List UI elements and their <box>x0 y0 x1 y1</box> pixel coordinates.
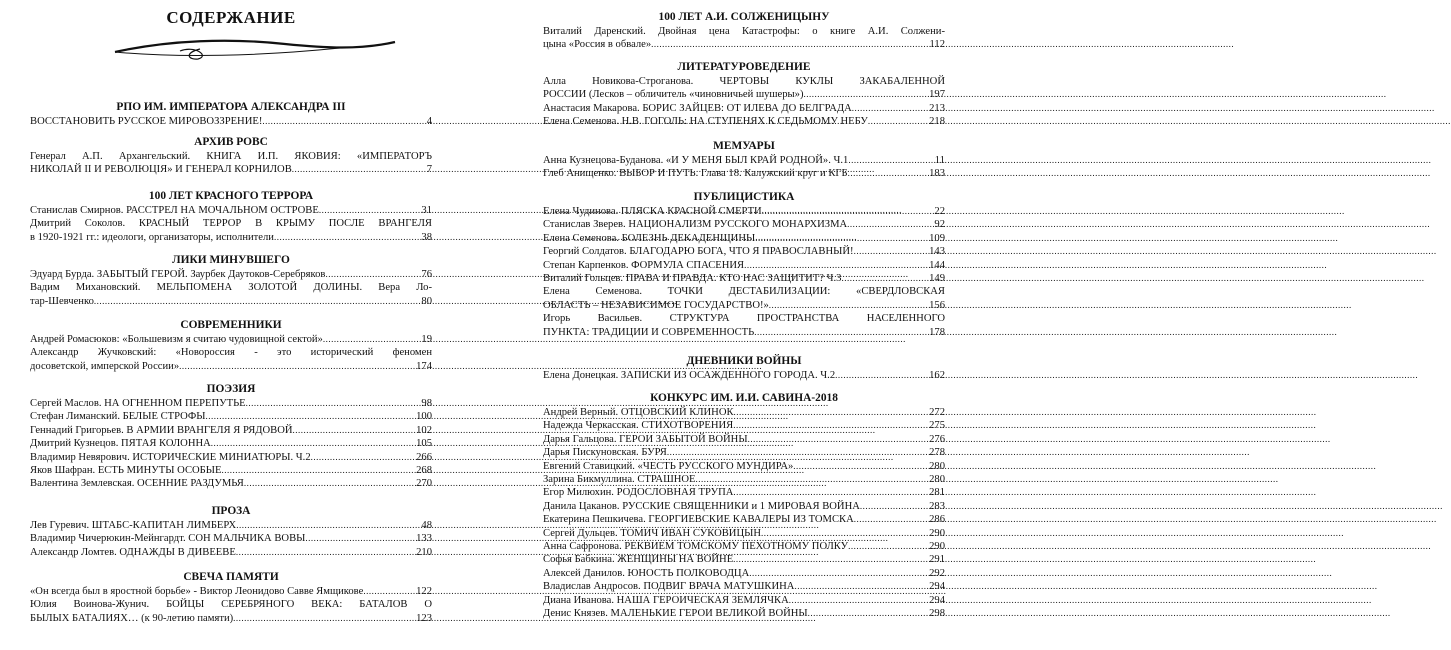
toc-entry[interactable] <box>543 580 945 593</box>
entry-text: Дмитрий Кузнецов. ПЯТАЯ КОЛОННА <box>30 438 211 450</box>
toc-entry[interactable] <box>543 25 945 52</box>
page-number: 266 <box>416 451 432 463</box>
toc-entry[interactable] <box>30 598 432 625</box>
section-title: ДНЕВНИКИ ВОЙНЫ <box>686 355 802 367</box>
dot-leader <box>848 540 928 553</box>
toc-entry[interactable] <box>543 369 945 382</box>
dot-leader <box>733 553 928 566</box>
toc-entry[interactable] <box>543 473 945 486</box>
entry-text: Владимир Чичерюкин-Мейнгардт. СОН МАЛЬЧИКА ВОВЫ <box>30 533 306 545</box>
entry-line2-row <box>543 326 945 339</box>
dot-leader <box>94 295 421 308</box>
toc-entry[interactable] <box>30 150 432 177</box>
entry-text: Эдуард Бурда. ЗАБЫТЫЙ ГЕРОЙ. Заурбек Даутоков-Серебряков <box>30 269 326 280</box>
entry-text: «Он всегда был в яростной борьбе» - Виктор Леонидово Савве Ямщикове <box>30 586 364 597</box>
page-number: 290 <box>929 527 945 539</box>
entry-text-line1: Алла Новикова-Строганова. ЧЕРТОВЫ КУКЛЫ ЗАКАБАЛЕННОЙ <box>543 76 945 87</box>
entry-text: Андрей Верный. ОТЦОВСКИЙ КЛИНОК <box>543 407 734 418</box>
dot-leader <box>854 245 929 258</box>
toc-entry[interactable] <box>30 585 432 598</box>
entry-text: Елена Семенова. БОЛЕЗНЬ ДЕКАДЕНЩИНЫ <box>543 232 756 244</box>
dot-leader <box>305 532 415 545</box>
dot-leader <box>762 205 934 218</box>
dot-leader <box>848 167 928 180</box>
entry-text: Зарина Бикмуллина. СТРАШНОЕ <box>543 474 696 486</box>
dot-leader <box>262 115 425 128</box>
toc-entry[interactable] <box>543 102 945 115</box>
page-number: 178 <box>929 326 945 338</box>
toc-entry[interactable] <box>543 218 945 231</box>
toc-entry[interactable] <box>543 460 945 473</box>
toc-entry[interactable] <box>543 433 945 446</box>
page-number: 291 <box>929 554 945 566</box>
toc-section <box>543 391 945 621</box>
dot-leader <box>749 567 928 580</box>
entry-text: Диана Иванова. НАША ГЕРОИЧЕСКАЯ ЗЕМЛЯЧКА <box>543 594 789 606</box>
page-number: 162 <box>929 370 945 381</box>
entry-text: Глеб Анищенко. ВЫБОР И ПУТЬ. Глава 18. Калужский круг и КГБ <box>543 168 848 180</box>
entry-text-line1: Александр Жучковский: «Новороссия - это исторический феномен <box>30 347 432 359</box>
page-number: 100 <box>416 411 432 423</box>
entry-text: Анастасия Макарова. БОРИС ЗАЙЦЕВ: ОТ ИЛЕВА ДО БЕЛГРАДА <box>543 102 852 114</box>
toc-entry[interactable] <box>543 205 945 218</box>
toc-entry[interactable] <box>543 446 945 459</box>
toc-entry[interactable] <box>543 259 945 272</box>
entry-text-line2: ОБЛАСТЬ – НЕЗАВИСИМОЕ ГОСУДАРСТВО!» <box>543 299 769 311</box>
toc-entry[interactable] <box>543 540 945 553</box>
entry-text: Дарья Пискуновская. БУРЯ <box>543 447 667 459</box>
toc-entry[interactable] <box>543 594 945 607</box>
entry-text-line2: в 1920-1921 гг.: идеологи, организаторы, исполнители <box>30 231 274 243</box>
entry-line2-row <box>543 38 945 51</box>
flourish-ornament <box>110 34 400 60</box>
dot-leader <box>848 154 933 167</box>
page-number: 7 <box>426 164 432 176</box>
entry-text: ВОССТАНОВИТЬ РУССКОЕ МИРОВОЗЗРЕНИЕ! <box>30 116 263 127</box>
dot-leader <box>793 460 928 473</box>
page-number: 92 <box>934 219 945 231</box>
toc-section <box>30 189 432 244</box>
page-number: 133 <box>416 533 432 545</box>
entry-text-line1: Елена Семенова. ТОЧКИ ДЕСТАБИЛИЗАЦИИ: «СВЕРДЛОВСКАЯ <box>543 286 945 298</box>
dot-leader <box>696 473 929 486</box>
entry-text: Владимир Невярович. ИСТОРИЧЕСКИЕ МИНИАТЮРЫ. Ч.2 <box>30 451 311 463</box>
toc-entry[interactable] <box>30 268 432 281</box>
dot-leader <box>319 204 421 217</box>
entry-text: Станислав Смирнов. РАССТРЕЛ НА МОЧАЛЬНОМ ОСТРОВЕ <box>30 205 319 216</box>
dot-leader <box>854 513 928 526</box>
dot-leader <box>733 419 928 432</box>
toc-entry[interactable] <box>543 232 945 245</box>
entry-text: Софья Бабкина. ЖЕНЩИНЫ НА ВОЙНЕ <box>543 554 734 566</box>
toc-entry[interactable] <box>543 167 945 180</box>
toc-section <box>30 318 432 373</box>
dot-leader <box>236 546 415 559</box>
entry-text: Валентина Землевская. ОСЕННИЕ РАЗДУМЬЯ <box>30 478 244 490</box>
toc-entry[interactable] <box>543 500 945 513</box>
page-number: 281 <box>929 487 945 499</box>
entry-text-line2: НИКОЛАЙ II И РЕВОЛЮЦІЯ» И ГЕНЕРАЛ КОРНИЛОВ <box>30 164 292 176</box>
dot-leader <box>734 406 929 419</box>
entry-text: Яков Шафран. ЕСТЬ МИНУТЫ ОСОБЫЕ <box>30 465 222 477</box>
toc-entry[interactable] <box>30 346 432 373</box>
dot-leader <box>233 612 415 625</box>
toc-entry[interactable] <box>30 333 432 346</box>
section-title: ЛИТЕРАТУРОВЕДЕНИЕ <box>677 61 811 73</box>
dot-leader <box>311 451 415 464</box>
dot-leader <box>246 397 421 410</box>
toc-entry[interactable] <box>30 477 432 490</box>
page-number: 276 <box>929 433 945 445</box>
entry-line2-row <box>30 612 432 625</box>
entry-text: Степан Карпенков. ФОРМУЛА СПАСЕНИЯ <box>543 259 745 271</box>
page-number: 22 <box>934 206 945 217</box>
entry-text: Андрей Ромасюков: «Большевизм я считаю чудовищной сектой» <box>30 334 323 345</box>
section-title: ПОЭЗИЯ <box>206 383 256 395</box>
page-number: 270 <box>416 478 432 490</box>
dot-leader <box>761 527 928 540</box>
section-title: ПРОЗА <box>211 505 251 517</box>
entry-text: Денис Князев. МАЛЕНЬКИЕ ГЕРОИ ВЕЛИКОЙ ВОЙНЫ <box>543 608 808 620</box>
dot-leader <box>323 333 421 346</box>
entry-text: Александр Ломтев. ОДНАЖДЫ В ДИВЕЕВЕ <box>30 546 236 558</box>
entry-text: Екатерина Пешкичева. ГЕОРГИЕВСКИЕ КАВАЛЕРЫ ИЗ ТОМСКА <box>543 514 854 526</box>
dot-leader <box>841 272 928 285</box>
toc-entry[interactable] <box>543 513 945 526</box>
entry-text: Елена Чудинова. ПЛЯСКА КРАСНОЙ СМЕРТИ <box>543 206 762 217</box>
page-number: 122 <box>416 586 432 597</box>
toc-entry[interactable] <box>30 204 432 217</box>
entry-text: Анна Кузнецова-Буданова. «И У МЕНЯ БЫЛ КРАЙ РОДНОЙ». Ч.1 <box>543 155 849 166</box>
toc-section <box>30 570 432 625</box>
dot-leader <box>651 38 928 51</box>
toc-section <box>30 382 432 491</box>
toc-section <box>30 100 432 128</box>
dot-leader <box>804 88 929 101</box>
section-title: 100 ЛЕТ А.И. СОЛЖЕНИЦЫНУ <box>658 11 830 23</box>
page-number: 98 <box>421 398 432 409</box>
section-title: КОНКУРС ИМ. И.И. САВИНА-2018 <box>650 392 838 404</box>
section-title: СОВРЕМЕННИКИ <box>180 319 282 331</box>
page-number: 272 <box>929 407 945 418</box>
entry-text: Дарья Гальцова. ГЕРОИ ЗАБЫТОЙ ВОЙНЫ <box>543 433 748 445</box>
page-number: 38 <box>421 231 432 243</box>
dot-leader <box>769 299 928 312</box>
page-number: 123 <box>416 612 432 624</box>
entry-text: Алексей Данилов. ЮНОСТЬ ПОЛКОВОДЦА <box>543 567 750 579</box>
entry-text-line1: Вадим Михановский. МЕЛЬПОМЕНА ЗОЛОТОЙ ДОЛИНЫ. Вера Ло- <box>30 282 432 294</box>
dot-leader <box>236 519 420 532</box>
toc-entry[interactable] <box>543 553 945 566</box>
entry-line2-row <box>543 88 945 101</box>
entry-line2-row <box>30 163 432 176</box>
toc-entry[interactable] <box>30 532 432 545</box>
dot-leader <box>363 585 415 598</box>
page-number: 102 <box>416 424 432 436</box>
toc-entry[interactable] <box>30 410 432 423</box>
entry-text: Егор Милюхин. РОДОСЛОВНАЯ ТРУПА <box>543 487 734 499</box>
dot-leader <box>325 268 420 281</box>
page-number: 210 <box>416 546 432 558</box>
section-title: ЛИКИ МИНУВШЕГО <box>172 254 290 266</box>
dot-leader <box>211 437 415 450</box>
dot-leader <box>847 218 933 231</box>
toc-entry[interactable] <box>30 451 432 464</box>
page-number: 48 <box>421 520 432 531</box>
entry-text-line2: ПУНКТА: ТРАДИЦИИ И СОВРЕМЕННОСТЬ <box>543 326 755 338</box>
page-number: 283 <box>929 500 945 512</box>
section-title: ПУБЛИЦИСТИКА <box>693 191 795 203</box>
toc-entry[interactable] <box>30 115 432 128</box>
toc-entry[interactable] <box>30 281 432 308</box>
dot-leader <box>221 464 415 477</box>
toc-section <box>30 504 432 559</box>
section-title: РПО ИМ. ИМПЕРАТОРА АЛЕКСАНДРА III <box>116 101 346 113</box>
page-number: 280 <box>929 460 945 472</box>
entry-text-line2: досоветской, имперской России» <box>30 360 180 372</box>
entry-text: Данила Цаканов. РУССКИЕ СВЯЩЕННИКИ и 1 МИРОВАЯ ВОЙНА <box>543 500 860 512</box>
toc-section <box>543 139 945 181</box>
page-number: 80 <box>421 295 432 307</box>
entry-text: Виталий Гольцев. ПРАВА И ПРАВДА. КТО НАС ЗАЩИТИТ? Ч.3 <box>543 273 842 285</box>
page-number: 174 <box>416 360 432 372</box>
page-number: 268 <box>416 465 432 477</box>
toc-entry[interactable] <box>543 154 945 167</box>
entry-text: Георгий Солдатов. БЛАГОДАРЮ БОГА, ЧТО Я ПРАВОСЛАВНЫЙ! <box>543 246 854 258</box>
dot-leader <box>755 232 928 245</box>
page-number: 294 <box>929 581 945 593</box>
contents-title: СОДЕРЖАНИЕ <box>166 8 296 27</box>
dot-leader <box>789 594 928 607</box>
toc-section <box>30 253 432 308</box>
entry-text: Сергей Дульцев. ТОМИЧ ИВАН СУКОВИЦЫН <box>543 527 761 539</box>
entry-text-line1: Дмитрий Соколов. КРАСНЫЙ ТЕРРОР В КРЫМУ ПОСЛЕ ВРАНГЕЛЯ <box>30 218 432 230</box>
page-number: 19 <box>421 334 432 345</box>
toc-entry[interactable] <box>30 519 432 532</box>
page-number: 76 <box>421 269 432 280</box>
entry-text: Владислав Андросов. ПОДВИГ ВРАЧА МАТУШКИНА <box>543 581 795 593</box>
entry-text: Елена Донецкая. ЗАПИСКИ ИЗ ОСАЖДЕННОГО ГОРОДА. Ч.2 <box>543 370 836 381</box>
page-number: 4 <box>426 116 432 127</box>
section-title: МЕМУАРЫ <box>713 140 775 152</box>
toc-entry[interactable] <box>543 406 945 419</box>
dot-leader <box>744 259 928 272</box>
page-number: 292 <box>929 567 945 579</box>
page-number: 149 <box>929 273 945 285</box>
toc-entry[interactable] <box>543 272 945 285</box>
entry-text: Анна Сафронова. РЕКВИЕМ ТОМСКОМУ ПЕХОТНОМУ ПОЛКУ <box>543 541 849 553</box>
toc-entry[interactable] <box>30 217 432 244</box>
page-number: 298 <box>929 608 945 620</box>
page-number: 183 <box>929 168 945 180</box>
page-number: 290 <box>929 541 945 553</box>
toc-entry[interactable] <box>543 285 945 312</box>
entry-text-line2: РОССИИ (Лесков – обличитель «чиновничьей шушеры») <box>543 89 804 101</box>
toc-section <box>543 190 945 339</box>
entry-line2-row <box>30 295 432 308</box>
entry-text-line2: цына «Россия в обвале» <box>543 39 652 51</box>
toc-entry[interactable] <box>30 397 432 410</box>
dot-leader <box>667 446 928 459</box>
entry-text-line1: Юлия Воинова-Жунич. БОЙЦЫ СЕРЕБРЯНОГО ВЕКА: БАТАЛОВ О <box>30 599 432 611</box>
entry-text: Станислав Зверев. НАЦИОНАЛИЗМ РУССКОГО МОНАРХИЗМА <box>543 219 848 231</box>
page-number: 11 <box>934 155 945 166</box>
entry-line2-row <box>543 299 945 312</box>
dot-leader <box>835 369 928 382</box>
toc-entry[interactable] <box>30 424 432 437</box>
page-number: 278 <box>929 447 945 459</box>
page-number: 105 <box>416 438 432 450</box>
page-number: 156 <box>929 299 945 311</box>
entry-text-line1: Виталий Даренский. Двойная цена Катастрофы: о книге А.И. Солжени- <box>543 26 945 37</box>
toc-section <box>543 60 945 129</box>
entry-line2-row <box>30 360 432 373</box>
toc-section <box>543 10 945 52</box>
dot-leader <box>292 163 426 176</box>
dot-leader <box>754 326 928 339</box>
toc-entry[interactable] <box>543 486 945 499</box>
toc-section <box>30 135 432 177</box>
dot-leader <box>868 115 928 128</box>
entry-text: Елена Семенова. Н.В. ГОГОЛЬ: НА СТУПЕНЯХ К СЕДЬМОМУ НЕБУ <box>543 116 868 128</box>
section-title: АРХИВ РОВС <box>194 136 268 148</box>
toc-entry[interactable] <box>543 419 945 432</box>
page-number: 144 <box>929 259 945 271</box>
toc-entry[interactable] <box>543 607 945 620</box>
page-number: 213 <box>929 102 945 114</box>
entry-text-line1: Генерал А.П. Архангельский. КНИГА И.П. ЯКОВИЯ: «ИМПЕРАТОРЪ <box>30 151 432 162</box>
toc-entry[interactable] <box>30 464 432 477</box>
entry-text: Евгений Ставицкий. «ЧЕСТЬ РУССКОГО МУНДИРА» <box>543 460 794 472</box>
entry-text: Лев Гуревич. ШТАБС-КАПИТАН ЛИМБЕРХ <box>30 520 237 531</box>
dot-leader <box>860 500 928 513</box>
page-number: 112 <box>929 39 945 51</box>
entry-text: Надежда Черкасская. СТИХОТВОРЕНИЯ <box>543 420 734 432</box>
entry-text: Стефан Лиманский. БЕЛЫЕ СТРОФЫ <box>30 411 206 423</box>
page-number: 280 <box>929 474 945 486</box>
dot-leader <box>852 102 928 115</box>
dot-leader <box>179 360 415 373</box>
dot-leader <box>206 410 416 423</box>
section-title: СВЕЧА ПАМЯТИ <box>183 571 279 583</box>
toc-entry[interactable] <box>543 245 945 258</box>
entry-text-line2: тар-Шевченко <box>30 295 94 307</box>
page-number: 31 <box>421 205 432 216</box>
entry-text: Сергей Маслов. НА ОГНЕННОМ ПЕРЕПУТЬЕ <box>30 398 246 409</box>
page-number: 218 <box>929 116 945 128</box>
dot-leader <box>244 477 415 490</box>
entry-line2-row <box>30 231 432 244</box>
dot-leader <box>293 424 416 437</box>
toc-entry[interactable] <box>30 546 432 559</box>
toc-entry[interactable] <box>543 312 945 339</box>
page-number: 275 <box>929 420 945 432</box>
toc-entry[interactable] <box>543 567 945 580</box>
toc-section <box>543 354 945 382</box>
page-number: 197 <box>929 89 945 101</box>
entry-text: Геннадий Григорьев. В АРМИИ ВРАНГЕЛЯ Я РЯДОВОЙ <box>30 424 293 436</box>
toc-entry[interactable] <box>543 115 945 128</box>
dot-leader <box>748 433 929 446</box>
dot-leader <box>808 607 928 620</box>
entry-text-line2: БЫЛЫХ БАТАЛИЯХ… (к 90-летию памяти) <box>30 612 234 624</box>
toc-entry[interactable] <box>543 75 945 102</box>
section-title: 100 ЛЕТ КРАСНОГО ТЕРРОРА <box>148 190 314 202</box>
dot-leader <box>794 580 928 593</box>
dot-leader <box>733 486 928 499</box>
toc-entry[interactable] <box>30 437 432 450</box>
page-number: 286 <box>929 514 945 526</box>
entry-text-line1: Игорь Васильев. СТРУКТУРА ПРОСТРАНСТВА НАСЕЛЕННОГО <box>543 313 945 325</box>
page-number: 143 <box>929 246 945 258</box>
toc-entry[interactable] <box>543 527 945 540</box>
dot-leader <box>274 231 420 244</box>
page-number: 294 <box>929 594 945 606</box>
page-number: 109 <box>929 232 945 244</box>
